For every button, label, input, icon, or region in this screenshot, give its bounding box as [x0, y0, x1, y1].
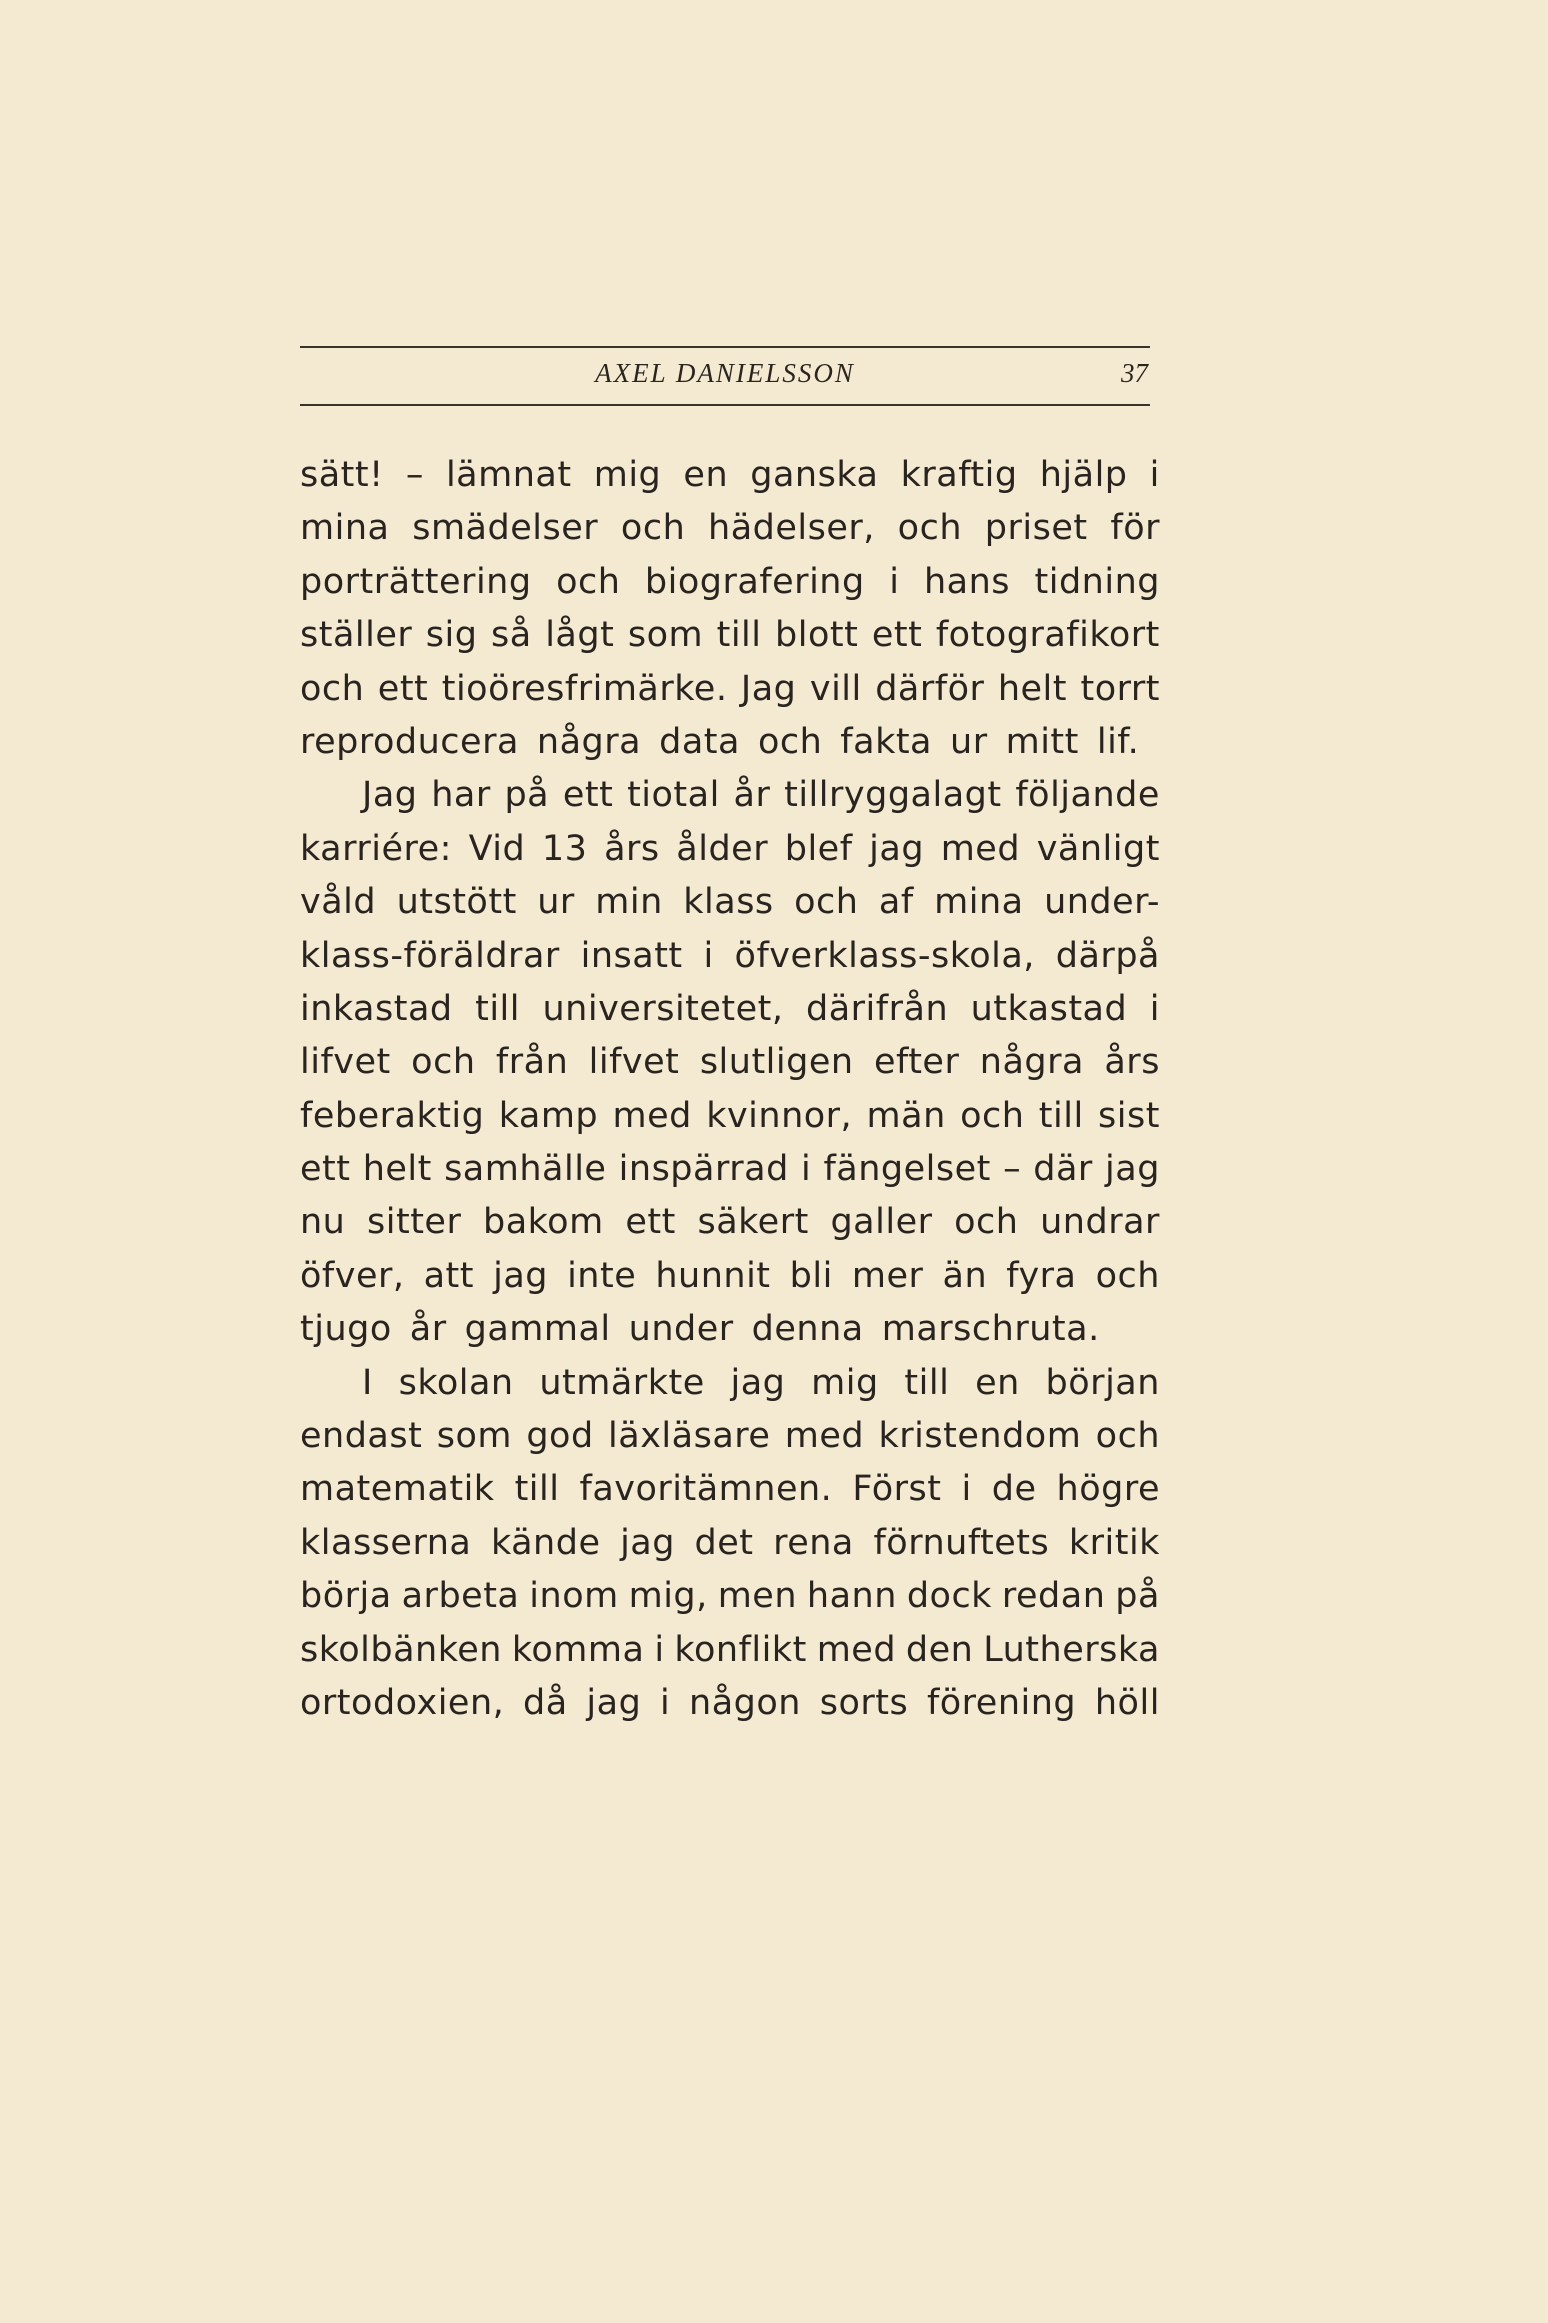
text-line: ortodoxien, då jag i någon sorts förening höll — [300, 1682, 1160, 1723]
header-rule-top — [300, 346, 1150, 348]
text-line: börja arbeta inom mig, men hann dock redan på — [300, 1576, 1160, 1617]
text-line: karriére: Vid 13 års ålder blef jag med vänligt — [300, 828, 1160, 869]
text-line: matematik till favoritämnen. Först i de högre — [300, 1469, 1160, 1510]
text-line: tjugo år gammal under denna marschruta. — [300, 1309, 1100, 1350]
text-line: och ett tioöresfrimärke. Jag vill därför helt torrt — [300, 668, 1160, 709]
text-line: öfver, att jag inte hunnit bli mer än fyra och — [300, 1255, 1160, 1296]
text-line: ett helt samhälle inspärrad i fängelset – där jag — [300, 1149, 1160, 1190]
text-line: mina smädelser och hädelser, och priset för — [300, 508, 1160, 549]
text-line: nu sitter bakom ett säkert galler och undrar — [300, 1202, 1160, 1243]
text-line: I skolan utmärkte jag mig till en början — [362, 1362, 1160, 1403]
running-head-author: AXEL DANIELSSON — [595, 358, 855, 388]
page-number: 37 — [1121, 358, 1148, 388]
header-rule-bottom — [300, 404, 1150, 406]
text-line: skolbänken komma i konflikt med den Lutherska — [300, 1629, 1160, 1670]
text-line: klass-föräldrar insatt i öfverklass-skola, därpå — [300, 935, 1160, 976]
text-line: ställer sig så lågt som till blott ett fotografikort — [300, 615, 1160, 656]
text-line: Jag har på ett tiotal år tillryggalagt följande — [362, 775, 1160, 816]
text-line: endast som god läxläsare med kristendom och — [300, 1416, 1160, 1457]
body-text — [300, 449, 1160, 1730]
running-head — [300, 352, 1150, 398]
text-line: reproducera några data och fakta ur mitt lif. — [300, 721, 1140, 762]
text-line: våld utstött ur min klass och af mina under- — [300, 882, 1160, 923]
text-line: porträttering och biografering i hans tidning — [300, 561, 1160, 602]
text-line: klasserna kände jag det rena förnuftets kritik — [300, 1522, 1160, 1563]
text-line: lifvet och från lifvet slutligen efter några års — [300, 1042, 1160, 1083]
text-line: sätt! – lämnat mig en ganska kraftig hjälp i — [300, 455, 1160, 495]
text-line: feberaktig kamp med kvinnor, män och till sist — [300, 1095, 1160, 1136]
text-line: inkastad till universitetet, därifrån utkastad i — [300, 988, 1160, 1029]
